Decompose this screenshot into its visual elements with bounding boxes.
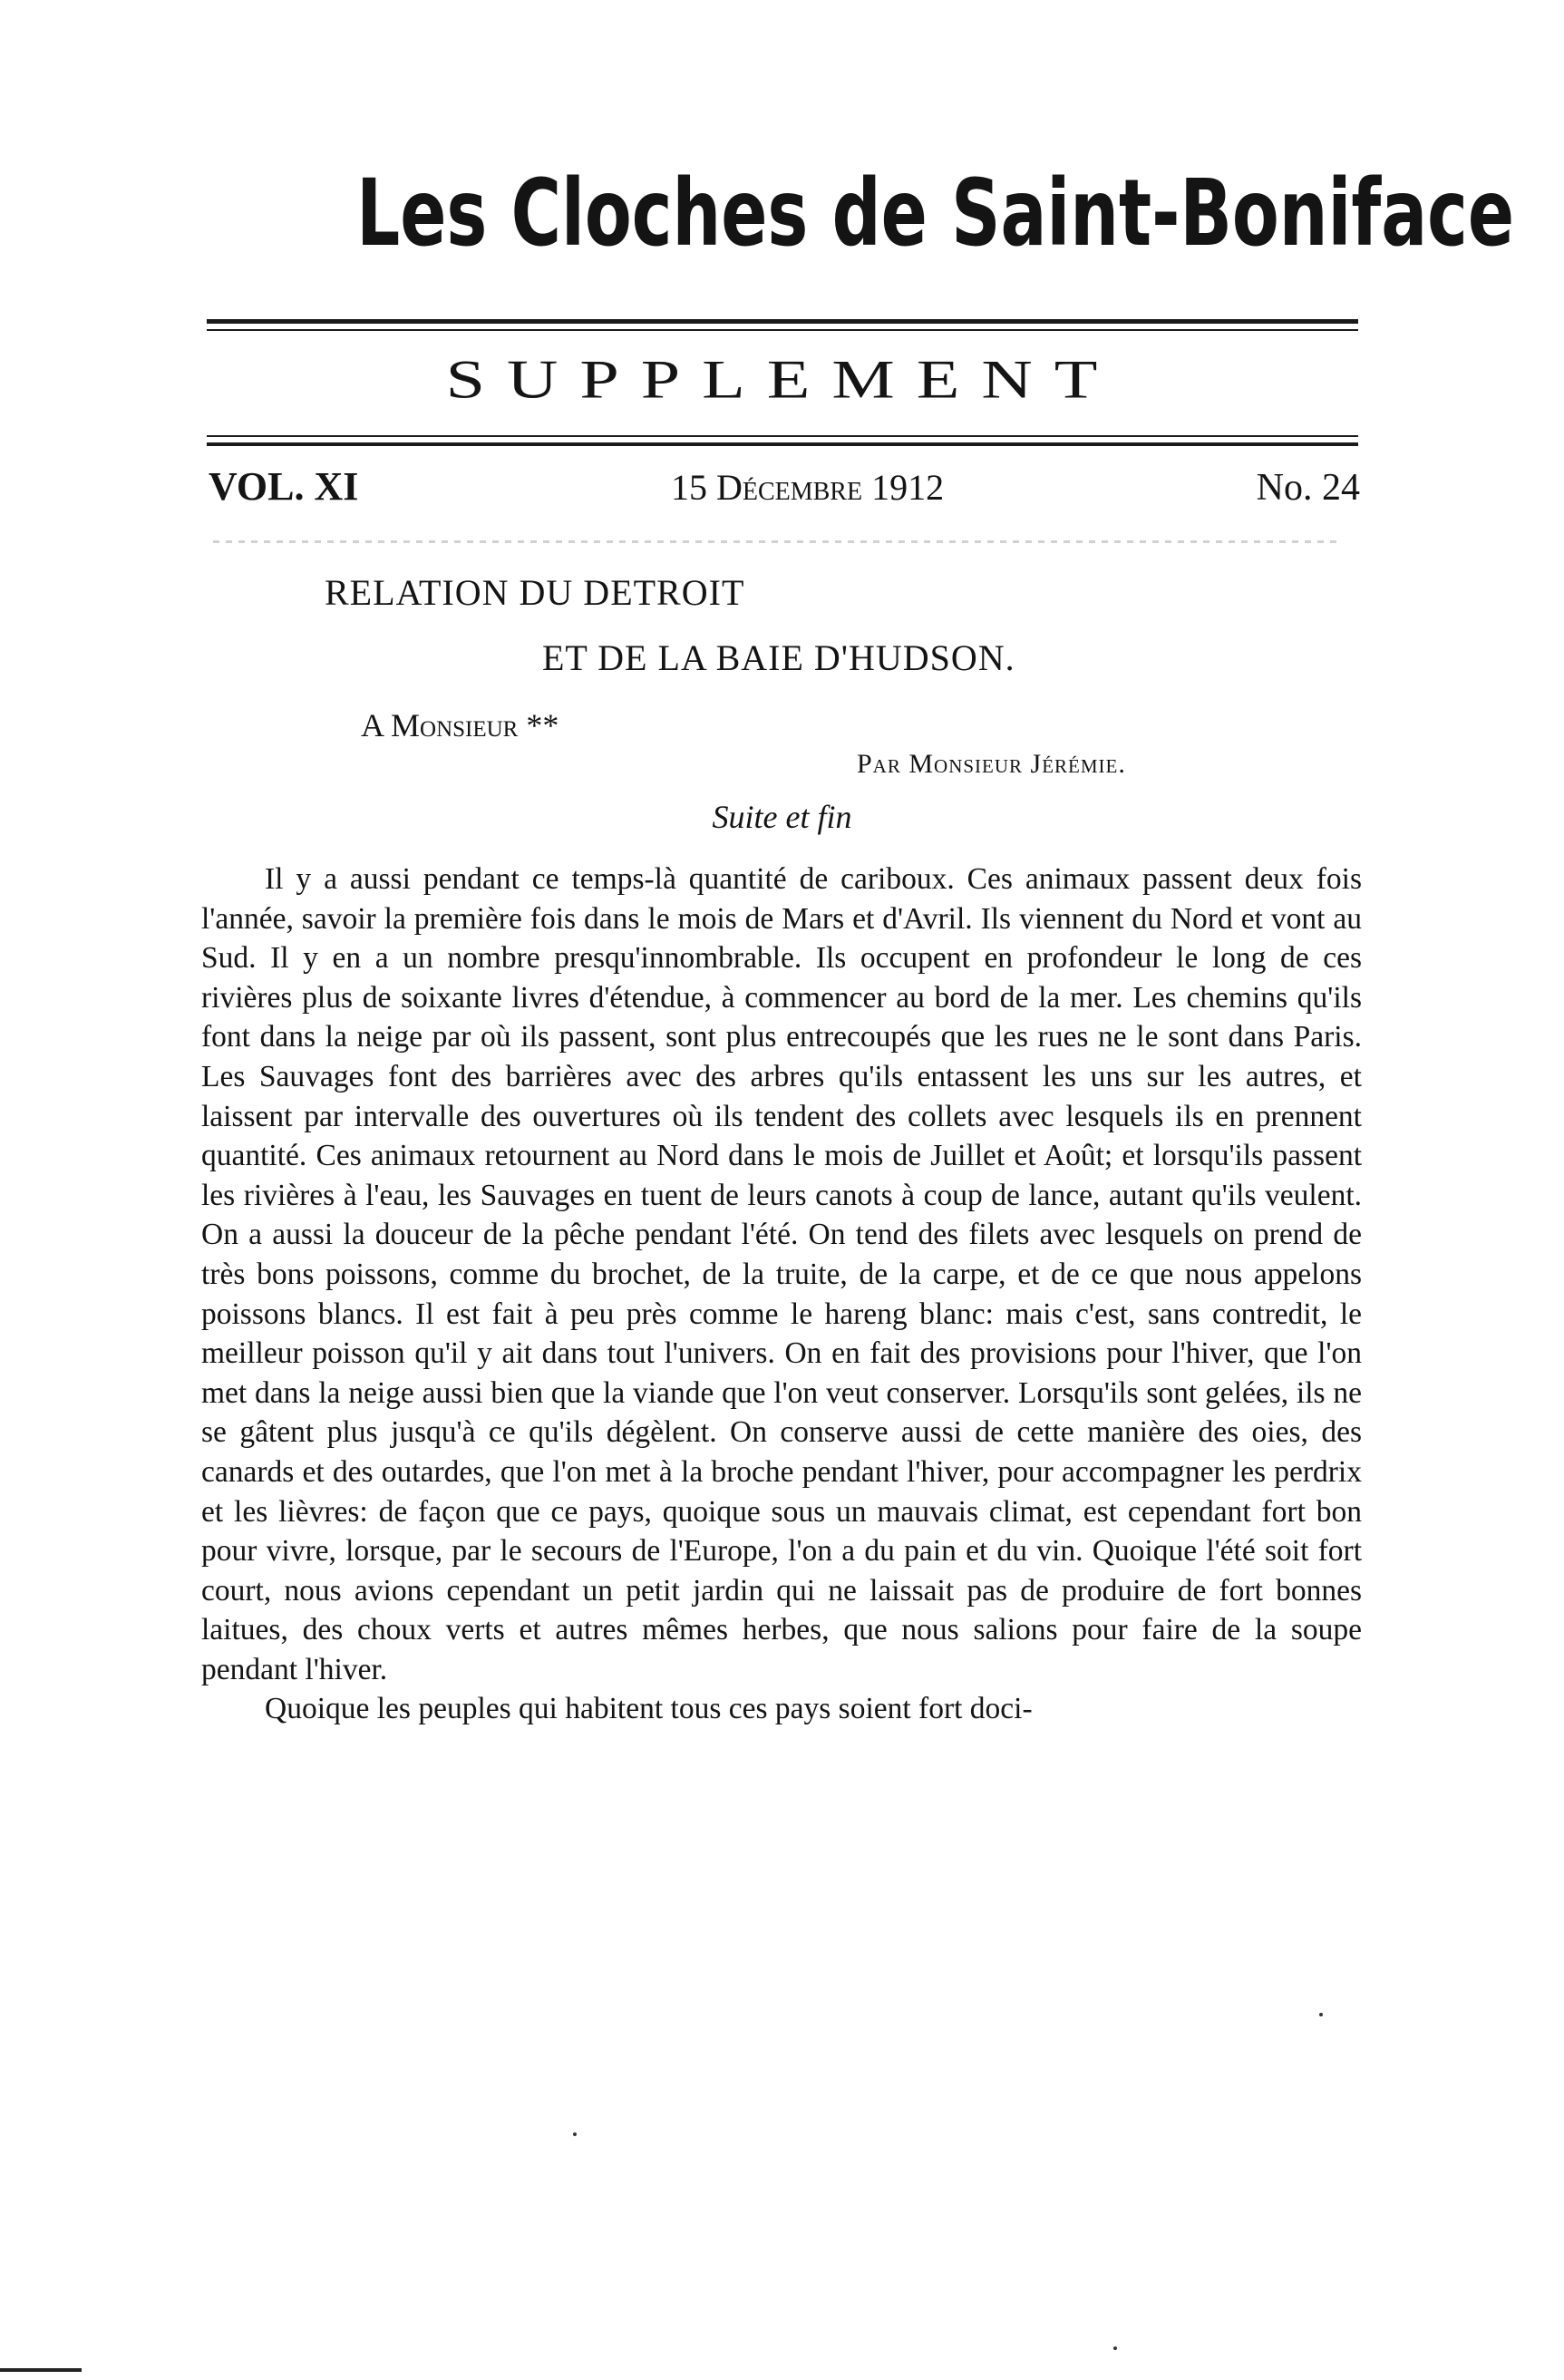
- supplement-heading: SUPPLEMENT: [445, 348, 1120, 410]
- article-address: A Monsieur **: [361, 707, 559, 743]
- print-speck: [1319, 2013, 1323, 2016]
- print-speck: [1113, 2346, 1117, 2350]
- masthead-rule-top-thin: [207, 329, 1358, 331]
- article-paragraph: Il y a aussi pendant ce temps-là quantité de cariboux. Ces animaux passent deux fois l'année, savoir la première fois dans le mois de Mars et d'Avril. Ils viennent du Nord et vont au Sud. Il y en a un nombre presqu'innombrable. Ils occupent en profondeur le long de ces rivières plus de soixante livres d'étendue, à commencer au bord de la mer. Les chemins qu'ils font dans la neige par où ils passent, sont plus entrecoupés que les rues ne le sont dans Paris. Les Sauvages font des barrières avec des arbres qu'ils entassent les uns sur les autres, et laissent par intervalle des ouvertures où ils tendent des collets avec lesquels ils en prennent quantité. Ces animaux retournent au Nord dans le mois de Juillet et Août; et lorsqu'ils passent les rivières à l'eau, les Sauvages en tuent de leurs canots à coup de lance, autant qu'ils veulent. On a aussi la douceur de la pêche pendant l'été. On tend des filets avec lesquels on prend de très bons poissons, comme du brochet, de la truite, de la carpe, et de ce que nous appelons poissons blancs. Il est fait à peu près comme le hareng blanc: mais c'est, sans contredit, le meilleur poisson qu'il y ait dans tout l'univers. On en fait des provisions pour l'hiver, que l'on met dans la neige aussi bien que la viande que l'on veut conserver. Lorsqu'ils sont gelées, ils ne se gâtent plus jusqu'à ce qu'ils dégèlent. On conserve aussi de cette manière des oies, des canards et des outardes, que l'on met à la broche pendant l'hiver, pour accompagner les perdrix et les lièvres: de façon que ce pays, quoique sous un mauvais climat, est cependant fort bon pour vivre, lorsque, par le secours de l'Europe, l'on a du pain et du vin. Quoique l'été soit fort court, nous avions cependant un petit jardin qui ne laissait pas de produire de fort bonnes laitues, des choux verts et autres mêmes herbes, que nous salions pour faire de la soupe pendant l'hiver.: [201, 862, 1362, 1686]
- masthead-rule-bottom-thin: [207, 435, 1358, 437]
- article-title-line-1: RELATION DU DETROIT: [325, 572, 745, 613]
- issue-line: [209, 464, 1360, 509]
- masthead-rule-top-thick: [207, 319, 1358, 324]
- print-speck: [573, 2132, 577, 2136]
- masthead-rule-bottom-thick: [207, 442, 1358, 446]
- masthead-title: Les Cloches de Saint-Boniface: [356, 160, 1515, 267]
- volume-label: VOL. XI: [209, 464, 359, 509]
- article-title-line-2: ET DE LA BAIE D'HUDSON.: [542, 637, 1015, 678]
- print-speckle-divider: [213, 540, 1337, 543]
- page-edge-mark: [0, 2368, 82, 2372]
- article-author: Par Monsieur Jérémie.: [857, 749, 1126, 779]
- article-body: [201, 860, 1362, 1729]
- article-subtitle: Suite et fin: [712, 799, 852, 835]
- issue-date: 15 Décembre 1912: [670, 467, 945, 508]
- article-paragraph: Quoique les peuples qui habitent tous ces pays soient fort doci-: [265, 1692, 1033, 1726]
- issue-number: No. 24: [1256, 467, 1360, 509]
